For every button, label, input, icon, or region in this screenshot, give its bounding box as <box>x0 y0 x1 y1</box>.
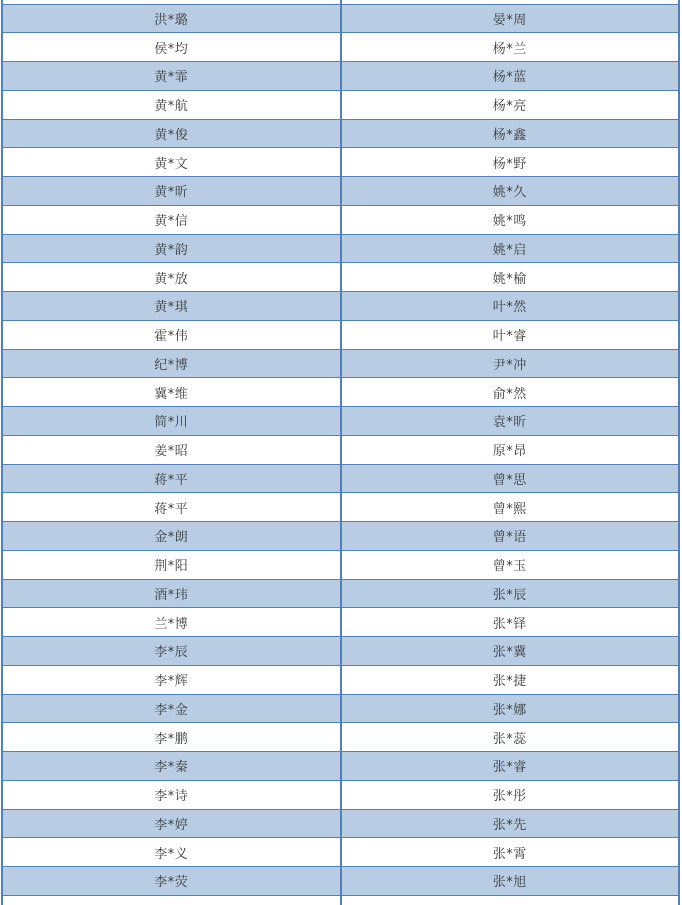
table-row <box>3 120 678 149</box>
name-cell-right: 张*捷 <box>492 674 527 690</box>
name-cell-right: 杨*蓝 <box>492 70 527 86</box>
table-row <box>3 723 678 752</box>
name-cell-right: 晏*周 <box>492 12 527 28</box>
name-cell-right: 叶*睿 <box>492 329 527 345</box>
name-cell-right: 叶*然 <box>492 300 527 316</box>
name-cell-left: 荆*阳 <box>3 551 342 579</box>
name-cell-left: 简*川 <box>3 407 342 435</box>
name-cell-right: 杨*亮 <box>492 99 527 115</box>
name-cell-right: 张*冀 <box>492 645 527 661</box>
name-cell-right: 尹*冲 <box>492 357 527 373</box>
table-row <box>3 465 678 494</box>
name-cell-left: 黄*俊 <box>3 120 342 148</box>
name-cell-left <box>3 896 342 905</box>
name-cell-right: 张*先 <box>492 817 527 833</box>
table-row <box>3 752 678 781</box>
name-cell-left: 黄*放 <box>3 263 342 291</box>
name-cell-right: 原*昂 <box>492 444 527 460</box>
name-cell-left: 酒*玮 <box>3 580 342 608</box>
table-row <box>3 810 678 839</box>
name-cell-right: 张*娜 <box>492 702 527 718</box>
name-cell-left: 李*辰 <box>3 637 342 665</box>
table-row <box>3 62 678 91</box>
partial-row-bottom <box>3 896 678 905</box>
name-cell-right: 杨*鑫 <box>492 127 527 143</box>
name-cell-left: 李*鹏 <box>3 723 342 751</box>
table-row <box>3 493 678 522</box>
name-cell-left: 黄*昕 <box>3 177 342 205</box>
name-cell-right: 曾*语 <box>492 530 527 546</box>
name-cell-left: 黄*霏 <box>3 62 342 90</box>
name-cell-left: 李*金 <box>3 695 342 723</box>
name-cell-left: 蒋*平 <box>3 493 342 521</box>
name-cell-left <box>3 0 342 4</box>
table-row <box>3 91 678 120</box>
name-cell-left: 姜*昭 <box>3 436 342 464</box>
name-cell-right: 姚*鸣 <box>492 214 527 230</box>
name-cell-left: 纪*博 <box>3 350 342 378</box>
name-cell-right: 曾*熙 <box>492 501 527 517</box>
name-cell-left: 黄*琪 <box>3 292 342 320</box>
table-row <box>3 666 678 695</box>
name-cell-right: 姚*启 <box>492 242 527 258</box>
table-row <box>3 551 678 580</box>
name-cell-right: 张*霄 <box>492 846 527 862</box>
name-cell-left: 兰*博 <box>3 608 342 636</box>
name-cell-left: 黄*航 <box>3 91 342 119</box>
table-row <box>3 177 678 206</box>
table-row <box>3 33 678 62</box>
name-cell-left: 洪*璐 <box>3 5 342 33</box>
table-row <box>3 436 678 465</box>
table-row <box>3 637 678 666</box>
table-row <box>3 522 678 551</box>
table-row <box>3 263 678 292</box>
name-cell-left: 金*朗 <box>3 522 342 550</box>
name-cell-right: 姚*榆 <box>492 271 527 287</box>
name-cell-left: 霍*伟 <box>3 321 342 349</box>
name-cell-right: 张*睿 <box>492 760 527 776</box>
name-cell-left: 冀*维 <box>3 378 342 406</box>
name-cell-right <box>342 896 679 905</box>
name-cell-right: 曾*玉 <box>492 559 527 575</box>
name-cell-right: 杨*兰 <box>492 41 527 57</box>
name-cell-left: 李*辉 <box>3 666 342 694</box>
masked-names-table <box>1 0 680 905</box>
name-cell-right: 张*铎 <box>492 616 527 632</box>
name-cell-right: 袁*昕 <box>492 415 527 431</box>
name-cell-right <box>342 0 679 4</box>
table-row <box>3 148 678 177</box>
table-row <box>3 5 678 34</box>
table-row <box>3 235 678 264</box>
name-cell-left: 李*秦 <box>3 752 342 780</box>
name-cell-right: 张*旭 <box>492 875 527 891</box>
table-row <box>3 867 678 896</box>
name-cell-left: 黄*文 <box>3 148 342 176</box>
table-row <box>3 695 678 724</box>
table-row <box>3 407 678 436</box>
table-row <box>3 378 678 407</box>
table-row <box>3 292 678 321</box>
name-cell-left: 李*荧 <box>3 867 342 895</box>
name-cell-left: 侯*均 <box>3 33 342 61</box>
table-row <box>3 781 678 810</box>
name-cell-right: 俞*然 <box>492 386 527 402</box>
name-cell-left: 李*婷 <box>3 810 342 838</box>
name-cell-right: 杨*野 <box>492 156 527 172</box>
name-cell-right: 张*蕊 <box>492 731 527 747</box>
table-row <box>3 580 678 609</box>
name-cell-left: 黄*信 <box>3 206 342 234</box>
table-row <box>3 608 678 637</box>
table-row <box>3 206 678 235</box>
table-row <box>3 838 678 867</box>
name-cell-right: 姚*久 <box>492 185 527 201</box>
name-cell-right: 张*彤 <box>492 789 527 805</box>
table-row <box>3 350 678 379</box>
name-cell-right: 曾*思 <box>492 472 527 488</box>
name-cell-left: 黄*韵 <box>3 235 342 263</box>
name-cell-left: 李*义 <box>3 838 342 866</box>
name-cell-left: 蒋*平 <box>3 465 342 493</box>
name-cell-left: 李*诗 <box>3 781 342 809</box>
name-cell-right: 张*辰 <box>492 587 527 603</box>
table-row <box>3 321 678 350</box>
